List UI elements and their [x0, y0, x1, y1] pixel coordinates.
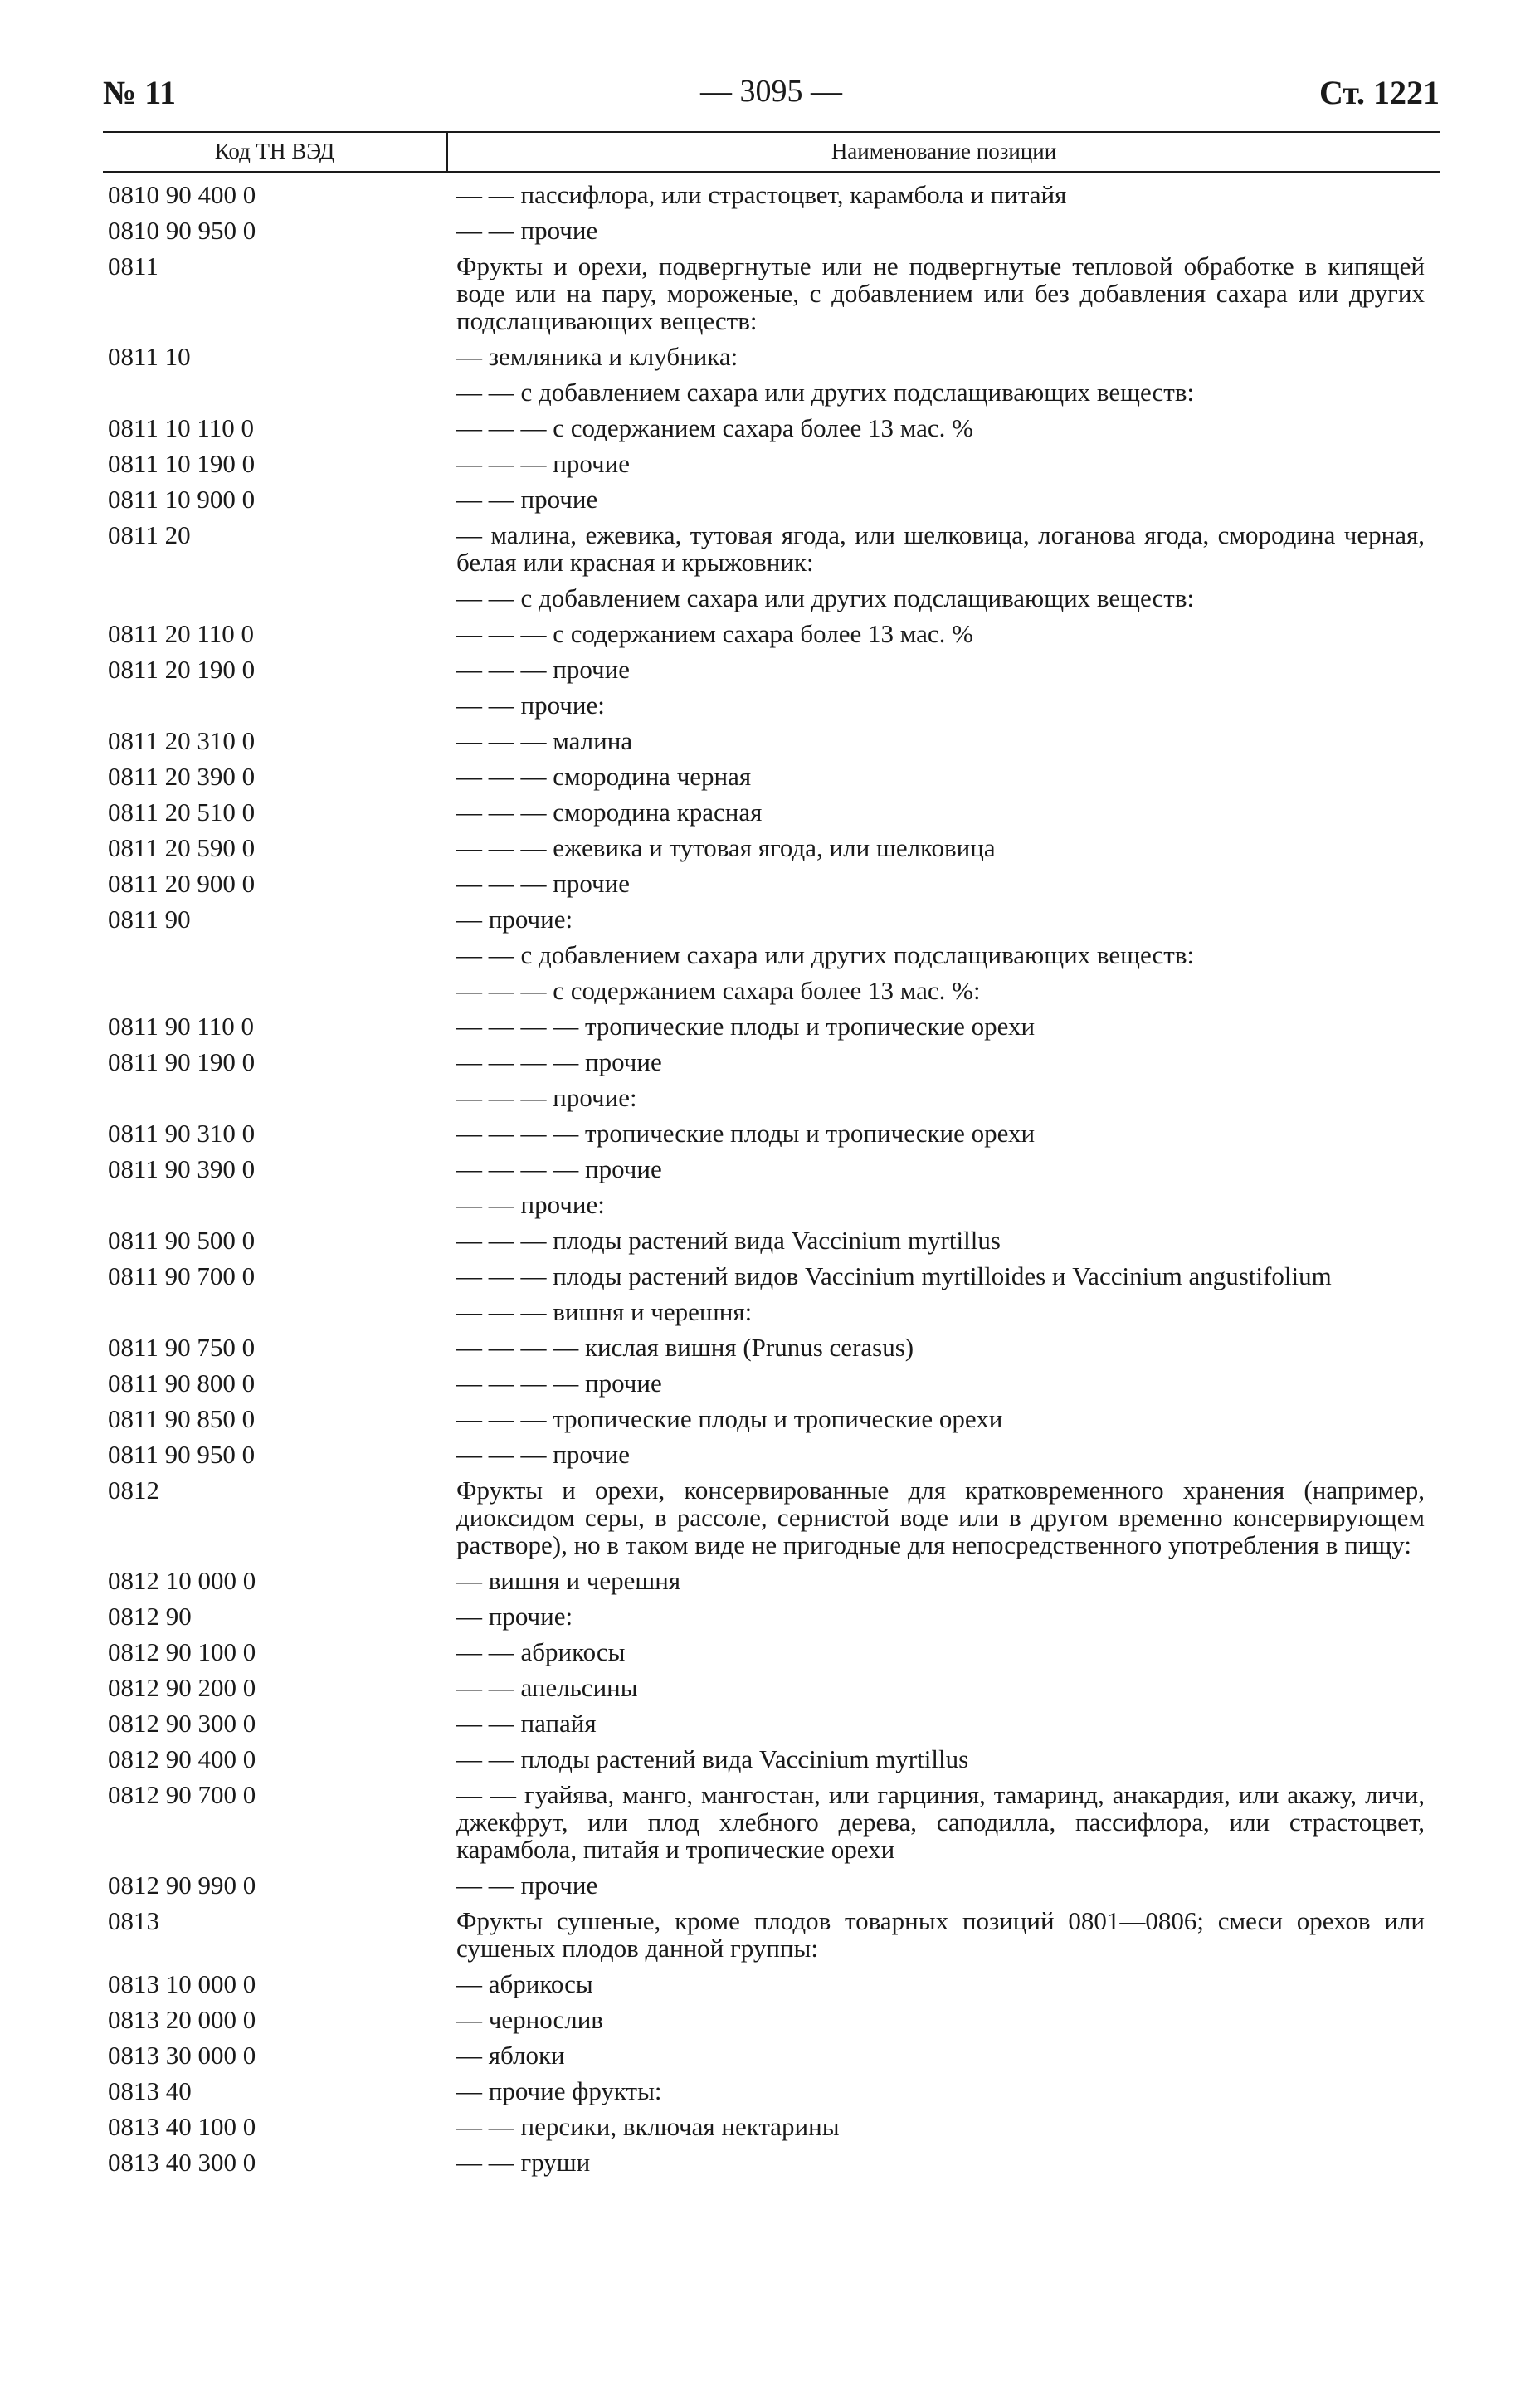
- table-row: [103, 834, 1440, 861]
- table-row: [103, 414, 1440, 441]
- table-row: [103, 905, 1440, 933]
- table-row: [103, 1405, 1440, 1432]
- position-name: — вишня и черешня: [456, 1566, 681, 1595]
- tn-ved-code: 0813 10 000 0: [108, 1969, 256, 1998]
- tn-ved-code: [103, 584, 456, 612]
- column-header-code: Код ТН ВЭД: [103, 133, 448, 171]
- position-name: — — — с содержанием сахара более 13 мас. %:: [456, 976, 981, 1005]
- position-name: — — — — кислая вишня (Prunus cerasus): [456, 1333, 914, 1362]
- table-row: [103, 1638, 1440, 1666]
- position-name: — — — прочие: [456, 1440, 630, 1469]
- table-row: [103, 798, 1440, 826]
- tn-ved-code: 0811 90 950 0: [108, 1440, 256, 1469]
- table-row: [103, 870, 1440, 897]
- table-row: [103, 727, 1440, 754]
- position-name: — — — с содержанием сахара более 13 мас. %: [456, 619, 973, 648]
- tn-ved-code: 0813 40 100 0: [108, 2112, 256, 2141]
- table-row: [103, 1781, 1440, 1863]
- position-name: — — прочие:: [456, 1190, 605, 1219]
- position-name: — — — тропические плоды и тропические орехи: [456, 1404, 1003, 1433]
- table-row: [103, 1191, 1440, 1218]
- table-row: [103, 1441, 1440, 1468]
- tn-ved-code: 0811 90 750 0: [108, 1333, 256, 1362]
- tn-ved-code: 0812 90 400 0: [108, 1744, 256, 1773]
- table-row: [103, 1262, 1440, 1290]
- position-name: Фрукты и орехи, подвергнутые или не подвергнутые тепловой обработке в кипящей воде или на пару, мороженые, с добавлением или без добавления сахара или других подслащивающих веществ:: [456, 251, 1425, 335]
- table-row: [103, 1084, 1440, 1111]
- table-row: [103, 584, 1440, 612]
- tn-ved-code: 0811 90 110 0: [108, 1012, 254, 1041]
- document-page: [103, 68, 1440, 2184]
- table-row: [103, 1567, 1440, 1594]
- tn-ved-code: [103, 941, 456, 968]
- table-row: [103, 1155, 1440, 1183]
- table-row: [103, 1369, 1440, 1397]
- position-name: — — — смородина красная: [456, 798, 763, 827]
- page-number: — 3095 —: [700, 74, 842, 109]
- tn-ved-code: 0812 90 100 0: [108, 1637, 256, 1666]
- tn-ved-code: 0811 90: [108, 905, 191, 934]
- position-name: — — прочие: [456, 1871, 598, 1900]
- tn-ved-code: 0811 10 190 0: [108, 449, 256, 478]
- position-name: — — — малина: [456, 726, 633, 755]
- position-name: — — прочие:: [456, 690, 605, 720]
- position-name: — — — плоды растений видов Vaccinium myrtilloides и Vaccinium angustifolium: [456, 1261, 1332, 1290]
- position-name: — — гуайява, манго, мангостан, или гарциния, тамаринд, анакардия, или акажу, личи, джекфрут, или плод хлебного дерева, саподилла, пассифлора, или страстоцвет, карамбола, питайя и тропические орехи: [456, 1780, 1425, 1864]
- position-name: — прочие фрукты:: [456, 2076, 662, 2105]
- table-row: [103, 1745, 1440, 1773]
- position-name: — — персики, включая нектарины: [456, 2112, 840, 2141]
- tn-ved-code: [103, 1191, 456, 1218]
- table-header: [103, 131, 1440, 173]
- position-name: Фрукты сушеные, кроме плодов товарных позиций 0801—0806; смеси орехов или сушеных плодов данной группы:: [456, 1906, 1425, 1963]
- table-row: [103, 1970, 1440, 1998]
- table-row: [103, 1710, 1440, 1737]
- tn-ved-code: 0811 10: [108, 342, 191, 371]
- table-row: [103, 2077, 1440, 2105]
- position-name: — — — прочие: [456, 869, 630, 898]
- tn-ved-code: 0811: [108, 251, 158, 280]
- tn-ved-code: 0811 90 700 0: [108, 1261, 256, 1290]
- table-row: [103, 977, 1440, 1004]
- tn-ved-code: 0811 20 310 0: [108, 726, 256, 755]
- tn-ved-code: 0812 90: [108, 1602, 192, 1631]
- tn-ved-code: 0812 90 200 0: [108, 1673, 256, 1702]
- tn-ved-code: 0811 90 390 0: [108, 1154, 256, 1183]
- table-row: [103, 343, 1440, 370]
- table-row: [103, 252, 1440, 334]
- position-name: — — пассифлора, или страстоцвет, карамбола и питайя: [456, 180, 1067, 209]
- position-name: — — плоды растений вида Vaccinium myrtillus: [456, 1744, 969, 1773]
- table-row: [103, 763, 1440, 790]
- tn-ved-code: 0811 20 590 0: [108, 833, 256, 862]
- position-name: — абрикосы: [456, 1969, 593, 1998]
- table-row: [103, 691, 1440, 719]
- table-row: [103, 2113, 1440, 2140]
- tn-ved-code: 0813 30 000 0: [108, 2041, 256, 2070]
- position-name: — — прочие: [456, 485, 598, 514]
- table-row: [103, 620, 1440, 647]
- table-row: [103, 1227, 1440, 1254]
- tn-ved-code: 0812 90 300 0: [108, 1709, 256, 1738]
- position-name: — яблоки: [456, 2041, 565, 2070]
- position-name: — — — с содержанием сахара более 13 мас. %: [456, 413, 973, 442]
- tn-ved-code: [103, 977, 456, 1004]
- position-name: — — — прочие: [456, 655, 630, 684]
- position-name: — прочие:: [456, 905, 573, 934]
- position-name: — — абрикосы: [456, 1637, 626, 1666]
- table-row: [103, 181, 1440, 208]
- table-row: [103, 2149, 1440, 2176]
- table-row: [103, 1476, 1440, 1559]
- tn-ved-code: [103, 378, 456, 406]
- position-name: — — — — тропические плоды и тропические орехи: [456, 1012, 1036, 1041]
- tn-ved-code: 0811 20 390 0: [108, 762, 256, 791]
- position-name: — — с добавлением сахара или других подслащивающих веществ:: [456, 940, 1195, 969]
- position-name: Фрукты и орехи, консервированные для кратковременного хранения (например, диоксидом серы, в рассоле, сернистой воде или в другом временно консервирующем растворе), но в таком виде не пригодные для непосредственного употребления в пищу:: [456, 1476, 1425, 1559]
- tn-ved-code: 0811 90 190 0: [108, 1047, 256, 1076]
- table-row: [103, 1871, 1440, 1899]
- table-row: [103, 2006, 1440, 2033]
- tn-ved-code: 0811 90 310 0: [108, 1119, 256, 1148]
- tn-ved-code: 0810 90 950 0: [108, 216, 256, 245]
- tn-ved-code: 0811 20 190 0: [108, 655, 256, 684]
- table-row: [103, 521, 1440, 576]
- position-name: — прочие:: [456, 1602, 573, 1631]
- table-row: [103, 1120, 1440, 1147]
- position-name: — — — ежевика и тутовая ягода, или шелковица: [456, 833, 996, 862]
- tn-ved-code: [103, 691, 456, 719]
- position-name: — — папайя: [456, 1709, 597, 1738]
- code-table: [103, 181, 1440, 2176]
- position-name: — — — — прочие: [456, 1368, 662, 1398]
- table-row: [103, 1012, 1440, 1040]
- tn-ved-code: 0811 90 800 0: [108, 1368, 256, 1398]
- tn-ved-code: 0812 90 990 0: [108, 1871, 256, 1900]
- table-row: [103, 2041, 1440, 2069]
- tn-ved-code: 0812 10 000 0: [108, 1566, 256, 1595]
- tn-ved-code: 0810 90 400 0: [108, 180, 256, 209]
- position-name: — — прочие: [456, 216, 598, 245]
- tn-ved-code: [103, 1298, 456, 1325]
- column-header-name: Наименование позиции: [831, 139, 1057, 163]
- tn-ved-code: 0811 10 110 0: [108, 413, 254, 442]
- table-row: [103, 1048, 1440, 1076]
- table-row: [103, 1674, 1440, 1701]
- table-row: [103, 1298, 1440, 1325]
- position-name: — — апельсины: [456, 1673, 638, 1702]
- tn-ved-code: 0811 20 110 0: [108, 619, 254, 648]
- tn-ved-code: 0813 20 000 0: [108, 2005, 256, 2034]
- tn-ved-code: 0812: [108, 1476, 159, 1505]
- article-number: Ст. 1221: [1319, 74, 1440, 111]
- table-row: [103, 1907, 1440, 1962]
- position-name: — — — — прочие: [456, 1154, 662, 1183]
- position-name: — — — плоды растений вида Vaccinium myrtillus: [456, 1226, 1001, 1255]
- position-name: — — — прочие:: [456, 1083, 637, 1112]
- position-name: — земляника и клубника:: [456, 342, 738, 371]
- position-name: — — — вишня и черешня:: [456, 1297, 753, 1326]
- position-name: — — — — прочие: [456, 1047, 662, 1076]
- tn-ved-code: 0813 40: [108, 2076, 192, 2105]
- position-name: — — груши: [456, 2148, 591, 2177]
- position-name: — — — смородина черная: [456, 762, 752, 791]
- position-name: — малина, ежевика, тутовая ягода, или шелковица, логанова ягода, смородина черная, белая или красная и крыжовник:: [456, 520, 1425, 577]
- tn-ved-code: 0811 90 850 0: [108, 1404, 256, 1433]
- position-name: — — с добавлением сахара или других подслащивающих веществ:: [456, 583, 1195, 612]
- table-row: [103, 378, 1440, 406]
- position-name: — чернослив: [456, 2005, 603, 2034]
- issue-number: № 11: [103, 74, 176, 111]
- tn-ved-code: 0811 20 510 0: [108, 798, 256, 827]
- tn-ved-code: 0811 10 900 0: [108, 485, 256, 514]
- tn-ved-code: [103, 1084, 456, 1111]
- tn-ved-code: 0811 20: [108, 520, 191, 549]
- table-row: [103, 656, 1440, 683]
- table-row: [103, 450, 1440, 477]
- page-header: [103, 68, 1440, 126]
- table-row: [103, 1602, 1440, 1630]
- tn-ved-code: 0813: [108, 1906, 159, 1935]
- position-name: — — с добавлением сахара или других подслащивающих веществ:: [456, 378, 1195, 407]
- position-name: — — — — тропические плоды и тропические орехи: [456, 1119, 1036, 1148]
- tn-ved-code: 0811 20 900 0: [108, 869, 256, 898]
- position-name: — — — прочие: [456, 449, 630, 478]
- table-row: [103, 941, 1440, 968]
- tn-ved-code: 0811 90 500 0: [108, 1226, 256, 1255]
- tn-ved-code: 0812 90 700 0: [108, 1780, 256, 1809]
- table-row: [103, 217, 1440, 244]
- tn-ved-code: 0813 40 300 0: [108, 2148, 256, 2177]
- table-row: [103, 1334, 1440, 1361]
- table-row: [103, 485, 1440, 513]
